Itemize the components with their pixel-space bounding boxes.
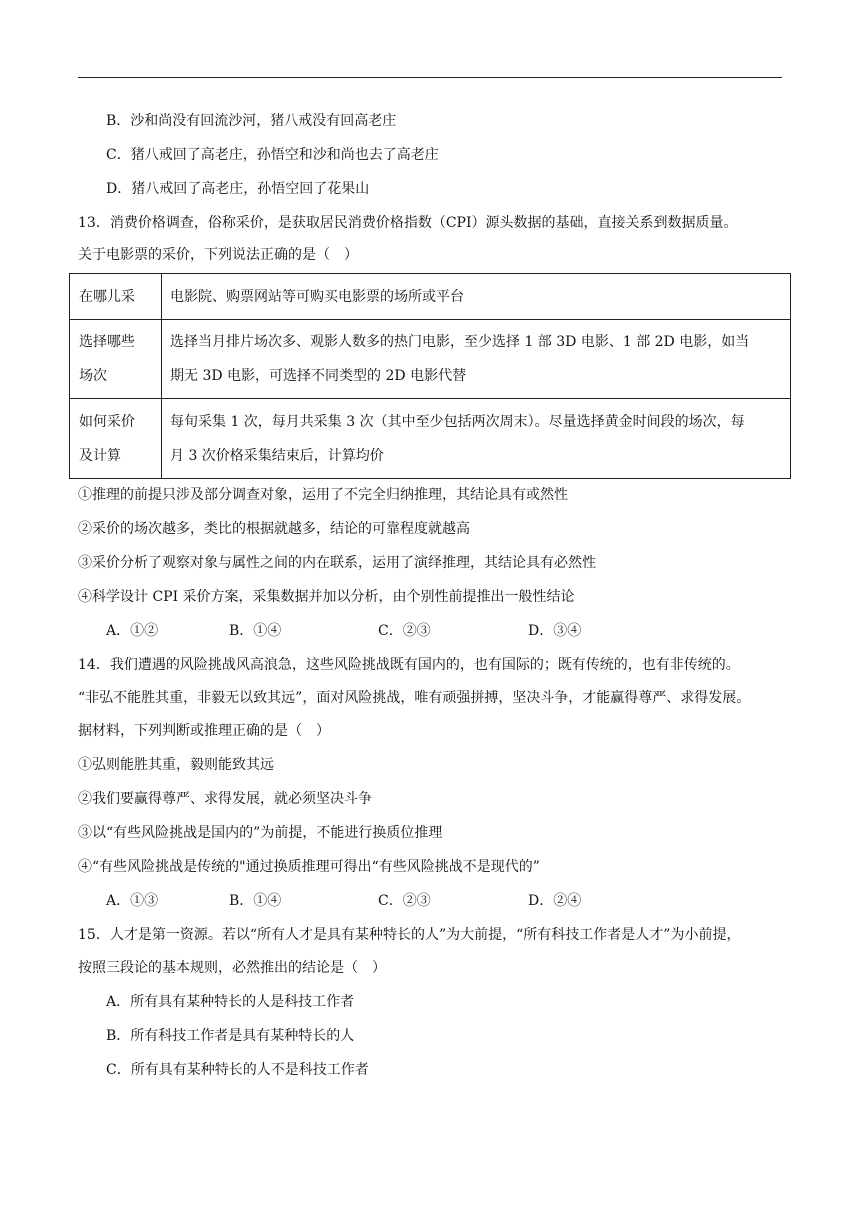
q13-stem-line-1: 13．消费价格调查，俗称采价，是获取居民消费价格指数（CPI）源头数据的基础，直接关系到数据质量。 xyxy=(78,215,738,231)
q12-option-c: C．猪八戒回了高老庄，孙悟空和沙和尚也去了高老庄 xyxy=(106,147,439,163)
q14-statement-3: ③以“有些风险挑战是国内的”为前提，不能进行换质位推理 xyxy=(78,825,443,841)
q15-option-b: B．所有科技工作者是具有某种特长的人 xyxy=(106,1028,355,1044)
cell-text: 场次 xyxy=(79,368,107,384)
q14-statement-2: ②我们要赢得尊严、求得发展，就必须坚决斗争 xyxy=(78,791,372,807)
q12-option-d: D．猪八戒回了高老庄，孙悟空回了花果山 xyxy=(106,181,370,197)
cell-text: 选择哪些 xyxy=(79,334,135,350)
q14-statement-4: ④“有些风险挑战是传统的"通过换质推理可得出“有些风险挑战不是现代的” xyxy=(78,859,540,875)
q15-stem-line-2: 按照三段论的基本规则，必然推出的结论是（ ） xyxy=(78,960,386,976)
q12-option-b: B．沙和尚没有回流沙河，猪八戒没有回高老庄 xyxy=(106,113,397,129)
q14-stem-line-1: 14．我们遭遇的风险挑战风高浪急，这些风险挑战既有国内的，也有国际的；既有传统的，也有非传统的。 xyxy=(78,657,740,673)
table-head-cell xyxy=(70,399,162,479)
cell-text: 期无 3D 电影，可选择不同类型的 2D 电影代替 xyxy=(170,368,467,384)
q13-option-d: D．③④ xyxy=(528,623,582,639)
table-row xyxy=(70,274,791,320)
cell-text: 月 3 次价格采集结束后，计算均价 xyxy=(170,447,384,464)
q13-statement-4: ④科学设计 CPI 采价方案，采集数据并加以分析，由个别性前提推出一般性结论 xyxy=(78,589,575,605)
q14-option-b: B．①④ xyxy=(229,893,282,909)
q13-table xyxy=(69,273,791,479)
cell-text: 选择当月排片场次多、观影人数多的热门电影，至少选择 1 部 3D 电影、1 部 2D 电影，如当 xyxy=(170,334,750,350)
q15-stem-line-1: 15．人才是第一资源。若以“所有人才是具有某种特长的人”为大前提，“所有科技工作者是人才”为小前提， xyxy=(78,927,741,943)
cell-text: 如何采价 xyxy=(79,413,135,430)
q14-stem-line-2: “非弘不能胜其重，非毅无以致其远”，面对风险挑战，唯有顽强拼搏，坚决斗争，才能赢得尊严、求得发展。 xyxy=(78,690,751,706)
q14-stem-line-3: 据材料，下列判断或推理正确的是（ ） xyxy=(78,723,330,739)
table-body-cell xyxy=(162,399,791,479)
q13-stem-line-2: 关于电影票的采价，下列说法正确的是（ ） xyxy=(78,247,358,263)
q15-option-a: A．所有具有某种特长的人是科技工作者 xyxy=(106,994,355,1010)
header-rule xyxy=(78,77,782,78)
table-row xyxy=(70,320,791,399)
q14-options xyxy=(0,891,860,911)
table-head-cell xyxy=(70,274,162,320)
q14-option-d: D．②④ xyxy=(528,893,582,909)
table-body-cell xyxy=(162,320,791,399)
q15-option-c: C．所有具有某种特长的人不是科技工作者 xyxy=(106,1062,369,1078)
q14-statement-1: ①弘则能胜其重，毅则能致其远 xyxy=(78,757,274,773)
q13-option-b: B．①④ xyxy=(229,623,282,639)
q13-statement-3: ③采价分析了观察对象与属性之间的内在联系，运用了演绎推理，其结论具有必然性 xyxy=(78,555,596,571)
q13-statement-2: ②采价的场次越多，类比的根据就越多，结论的可靠程度就越高 xyxy=(78,521,470,537)
table-body-cell xyxy=(162,274,791,320)
q14-option-c: C．②③ xyxy=(378,893,431,909)
q13-options xyxy=(0,621,860,641)
q13-statement-1: ①推理的前提只涉及部分调查对象，运用了不完全归纳推理，其结论具有或然性 xyxy=(78,487,568,503)
q13-option-c: C．②③ xyxy=(378,623,431,639)
table-row xyxy=(70,399,791,479)
q13-option-a: A．①② xyxy=(106,623,159,639)
cell-text: 在哪儿采 xyxy=(79,288,135,305)
table-head-cell xyxy=(70,320,162,399)
cell-text: 及计算 xyxy=(79,447,121,464)
cell-text: 电影院、购票网站等可购买电影票的场所或平台 xyxy=(170,288,464,305)
q14-option-a: A．①③ xyxy=(106,893,159,909)
cell-text: 每旬采集 1 次，每月共采集 3 次（其中至少包括两次周末）。尽量选择黄金时间段的场次，每 xyxy=(170,413,745,430)
